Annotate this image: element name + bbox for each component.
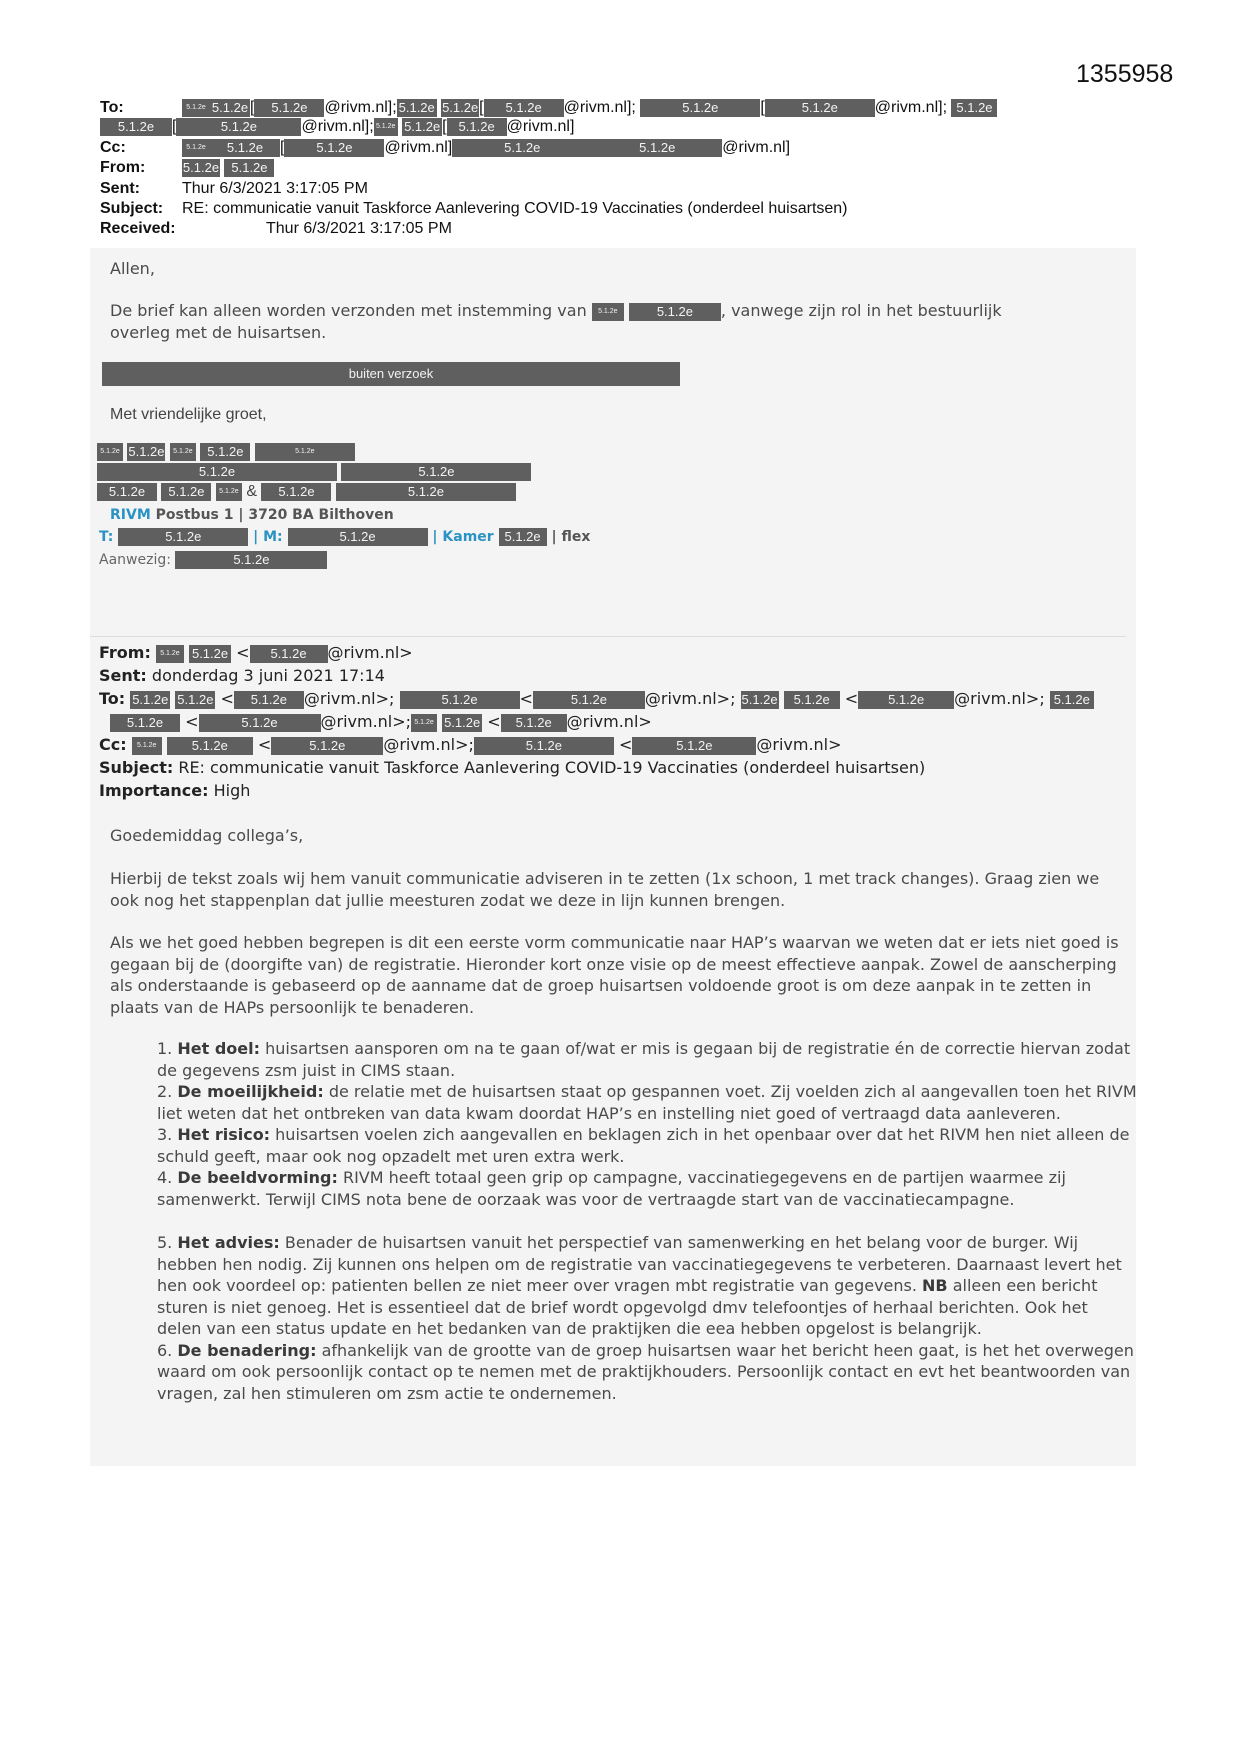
email-domain: @rivm.nl>; <box>954 689 1045 708</box>
redaction: 5.1.2e <box>97 443 123 461</box>
redaction: 5.1.2e <box>374 118 398 136</box>
header2-to: To: 5.1.2e 5.1.2e < 5.1.2e @rivm.nl>; 5.1.2e < 5.1.2e @rivm.nl>; 5.1.2e 5.1.2e < 5.1.2e @rivm.nl>; 5.1.2e <box>99 687 1094 710</box>
header2-importance <box>99 779 250 802</box>
received-label: Received: <box>100 220 176 237</box>
cc-label: Cc: <box>100 139 126 157</box>
email-domain: @rivm.nl>; <box>320 712 412 731</box>
header2-from: From: 5.1.2e 5.1.2e < 5.1.2e @rivm.nl> <box>99 643 413 662</box>
org-name: RIVM <box>110 507 151 523</box>
greeting-2: Goedemiddag collega’s, <box>110 826 304 845</box>
redaction: 5.1.2e <box>501 714 567 732</box>
redaction: 5.1.2e <box>161 483 211 501</box>
body-text: overleg met de huisartsen. <box>110 322 327 342</box>
importance-label: Importance: <box>99 781 209 800</box>
list-item: 1. Het doel: huisartsen aansporen om na te gaan of/wat er mis is gegaan bij de registratie én de correctie hiervan zodat de gegevens zsm juist in CIMS staan. <box>157 1039 1131 1080</box>
redaction: 5.1.2e <box>261 483 331 501</box>
header-subject-row <box>100 200 848 218</box>
subject-label: Subject: <box>99 758 174 777</box>
redaction: 5.1.2e <box>284 139 384 157</box>
signature-presence <box>99 551 327 569</box>
signature-redactions <box>97 443 597 503</box>
redaction: 5.1.2e <box>210 139 280 157</box>
header2-cc: Cc: 5.1.2e 5.1.2e < 5.1.2e @rivm.nl>; 5.1.2e < 5.1.2e @rivm.nl> <box>99 735 842 754</box>
redaction: 5.1.2e <box>128 444 165 459</box>
header-to-row: To: 5.1.2e 5.1.2e [ 5.1.2e @rivm.nl]; 5.1.2e 5.1.2e[ 5.1.2e @rivm.nl]; 5.1.2e [ 5.1.2e @rivm.nl]; 5.1.2e <box>100 99 997 117</box>
from-label: From: <box>99 643 151 662</box>
redaction: 5.1.2e <box>167 737 253 755</box>
redaction: 5.1.2e <box>250 645 328 663</box>
header2-sent <box>99 664 385 687</box>
redaction: 5.1.2e <box>452 139 592 157</box>
t-label: T: <box>99 529 114 545</box>
paragraph-2: Als we het goed hebben begrepen is dit een eerste vorm communicatie naar HAP’s waarvan we weten dat er iets niet goed is gegaan bij de (doorgifte van) de registratie. Hieronder kort onze visie op de meest effectieve aanpak. Zowel de aanscherping als onderstaande is gebaseerd op de aanname dat de groep huisartsen voldoende groot is om deze aanpak in te zetten in plaats van de HAPs persoonlijk te benaderen. <box>110 933 1119 1017</box>
header-sent-row <box>100 180 368 198</box>
header2-to-cont: 5.1.2e < 5.1.2e @rivm.nl>; 5.1.2e 5.1.2e < 5.1.2e @rivm.nl> <box>110 710 652 733</box>
separator <box>90 636 1126 637</box>
sent-value: Thur 6/3/2021 3:17:05 PM <box>182 180 368 197</box>
signature-address <box>110 507 394 523</box>
list-item: 4. De beeldvorming: RIVM heeft totaal geen grip op campagne, vaccinatiegegevens en de partijen waarmee zij samenwerkt. Terwijl CIMS nota bene de oorzaak was voor de vertraagde start van de vaccinatiecampagne. <box>157 1168 1066 1209</box>
document-number: 1355958 <box>1076 60 1174 88</box>
redaction: 5.1.2e <box>442 100 479 115</box>
kamer-label: | Kamer <box>432 529 494 545</box>
sent-label: Sent: <box>100 180 140 197</box>
list-item: 5. Het advies: Benader de huisartsen vanuit het perspectief van samenwerking en het belang voor de burger. Wij hebben hen nodig. Zij kunnen ons helpen om de registratie van vaccinatiegegevens te verbeteren. Daarnaast levert het hen ook voordeel op: patienten bellen ze niet meer over vragen mbt registratie van gegevens. NB alleen een bericht sturen is niet genoeg. Het is essentieel dat de brief wordt opgevolgd dmv telefoontjes of herhaal berichten. Ook het delen van een status update en het bedanken van de praktijken die eea hebben opgelost is belangrijk. <box>157 1233 1122 1338</box>
redaction: 5.1.2e <box>404 119 441 134</box>
redaction: 5.1.2e <box>341 463 531 481</box>
email-domain: @rivm.nl>; <box>303 689 395 708</box>
header-to-row-cont: 5.1.2e [ 5.1.2e @rivm.nl]; 5.1.2e 5.1.2e [ 5.1.2e @rivm.nl] <box>100 118 574 136</box>
redaction: 5.1.2e <box>224 159 274 177</box>
redaction: 5.1.2e <box>474 737 614 755</box>
redaction: 5.1.2e <box>484 99 564 117</box>
redaction: 5.1.2e <box>632 737 756 755</box>
redaction: 5.1.2e <box>177 691 214 707</box>
redaction: 5.1.2e <box>97 483 157 501</box>
list-item: 6. De benadering: afhankelijk van de grootte van de groep huisartsen waar het bericht heen gaat, is het het overwegen waard om ook persoonlijk contact op te nemen met de praktijkhouders. Persoonlijk contact en evt het beantwoorden van vragen, zal hen stimuleren om zsm actie te ondernemen. <box>157 1340 1134 1403</box>
redaction: 5.1.2e <box>592 303 624 321</box>
aanwezig-label: Aanwezig: <box>99 552 171 568</box>
redaction: 5.1.2e <box>499 528 547 546</box>
subject-value: RE: communicatie vanuit Taskforce Aanlevering COVID-19 Vaccinaties (onderdeel huisartsen) <box>178 758 926 777</box>
sent-label: Sent: <box>99 666 147 685</box>
redaction: 5.1.2e <box>533 691 645 709</box>
redaction: 5.1.2e <box>444 714 481 730</box>
redaction: 5.1.2e <box>398 100 435 115</box>
list-item: 3. Het risico: huisartsen voelen zich aangevallen en beklagen zich in het openbaar over dat het RIVM hen niet alleen de schuld geeft, maar ook nog opzadelt met uren extra werk. <box>157 1125 1130 1166</box>
sent-value: donderdag 3 juni 2021 17:14 <box>151 666 385 685</box>
redaction: 5.1.2e <box>255 443 355 461</box>
email-domain: @rivm.nl>; <box>644 689 736 708</box>
redaction: 5.1.2e <box>110 714 180 732</box>
to-label: To: <box>100 99 124 117</box>
redaction: 5.1.2e <box>216 483 242 501</box>
redaction: 5.1.2e <box>447 118 507 136</box>
importance-value: High <box>213 781 251 800</box>
header-from-row <box>100 159 274 177</box>
list-item: 2. De moeilijkheid: de relatie met de huisartsen staat op gespannen voet. Zij voelden zich al aangevallen toen het RIVM liet weten dat het ontbreken van data kwam doordat HAP’s en instelling niet goed of vertraagd data aanleveren. <box>157 1082 1137 1123</box>
from-label: From: <box>100 159 146 177</box>
ampersand: & <box>246 483 258 501</box>
redaction: 5.1.2e <box>189 645 231 663</box>
email-domain: @rivm.nl] <box>384 139 453 157</box>
subject-label: Subject: <box>100 200 164 217</box>
header-cc-row: Cc: 5.1.2e 5.1.2e [ 5.1.2e @rivm.nl] 5.1.2e 5.1.2e @rivm.nl] <box>100 139 791 157</box>
redaction: 5.1.2e <box>288 528 428 546</box>
redaction: 5.1.2e <box>176 118 301 136</box>
header2-subject <box>99 756 925 779</box>
redaction: 5.1.2e <box>118 528 248 546</box>
closing: Met vriendelijke groet, <box>110 406 267 423</box>
redaction: 5.1.2e <box>234 691 304 709</box>
email-domain: @rivm.nl> <box>327 643 413 662</box>
redaction: 5.1.2e <box>132 691 169 707</box>
redaction: 5.1.2e <box>336 483 516 501</box>
email-domain: @rivm.nl> <box>566 712 652 731</box>
to-label: To: <box>99 689 126 708</box>
redaction: 5.1.2e <box>741 691 778 707</box>
email-domain: @rivm.nl>; <box>383 735 474 754</box>
redaction: 5.1.2e <box>182 139 210 157</box>
redaction: 5.1.2e <box>400 691 520 709</box>
redaction: 5.1.2e <box>271 737 383 755</box>
cc-label: Cc: <box>99 735 127 754</box>
redaction: 5.1.2e <box>951 99 997 117</box>
redaction: 5.1.2e <box>629 303 721 321</box>
email-domain: @rivm.nl] <box>506 118 575 136</box>
email-domain: @rivm.nl> <box>756 735 842 754</box>
subject-value: RE: communicatie vanuit Taskforce Aanlevering COVID-19 Vaccinaties (onderdeel huisartsen) <box>182 200 848 217</box>
redaction: 5.1.2e <box>170 443 196 461</box>
email-domain: @rivm.nl]; <box>324 99 397 117</box>
advice-list <box>157 1038 1137 1404</box>
redaction: 5.1.2e <box>592 139 722 157</box>
signature-phone <box>99 528 590 546</box>
greeting-1: Allen, <box>110 259 155 278</box>
redaction: 5.1.2e <box>156 645 184 663</box>
paragraph-1: Hierbij de tekst zoals wij hem vanuit communicatie adviseren in te zetten (1x schoon, 1 met track changes). Graag zien we ook nog het stappenplan dat jullie meesturen zodat we deze in lijn kunnen brengen. <box>110 869 1100 910</box>
redaction: 5.1.2e <box>858 691 954 709</box>
redaction: 5.1.2e <box>100 118 172 136</box>
body-text: , vanwege zijn rol in het bestuurlijk <box>720 301 1002 320</box>
flex-label: | flex <box>551 529 591 545</box>
header-received-row <box>100 220 452 238</box>
email-domain: @rivm.nl]; <box>301 118 374 136</box>
message1-body <box>110 300 1130 343</box>
m-label: | M: <box>253 529 283 545</box>
redaction: 5.1.2e <box>175 551 327 569</box>
body-text: De brief kan alleen worden verzonden met instemming van <box>110 301 587 320</box>
redaction: 5.1.2e <box>182 160 220 175</box>
redaction: 5.1.2e <box>765 99 875 117</box>
received-value: Thur 6/3/2021 3:17:05 PM <box>266 220 452 237</box>
redaction: 5.1.2e <box>784 691 840 709</box>
redaction: 5.1.2e <box>640 99 760 117</box>
redaction: 5.1.2e <box>1050 691 1094 709</box>
address: Postbus 1 | 3720 BA Bilthoven <box>155 507 394 523</box>
redaction: 5.1.2e <box>132 737 162 755</box>
email-domain: @rivm.nl]; <box>874 99 948 117</box>
redaction: 5.1.2e <box>182 99 210 117</box>
redaction: 5.1.2e <box>211 100 249 115</box>
redaction: 5.1.2e <box>254 99 324 117</box>
redaction: 5.1.2e <box>200 443 250 461</box>
redaction: 5.1.2e <box>199 714 321 732</box>
redaction: 5.1.2e <box>411 714 437 732</box>
email-domain: @rivm.nl] <box>722 139 791 157</box>
outside-request-bar: buiten verzoek <box>102 362 680 386</box>
redaction: 5.1.2e <box>97 463 337 481</box>
email-domain: @rivm.nl]; <box>563 99 636 117</box>
